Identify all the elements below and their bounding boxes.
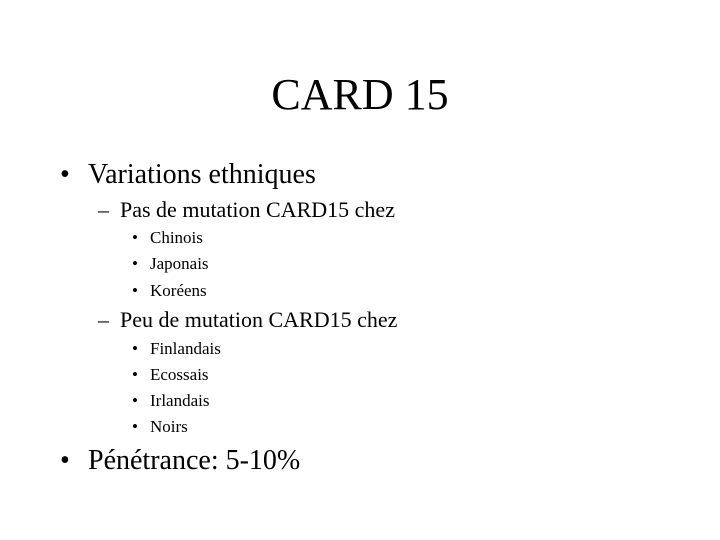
dash-marker: – [98, 197, 109, 222]
bullet-marker: • [132, 365, 138, 384]
list-item-text: Japonais [150, 254, 209, 273]
list-item-text: Noirs [150, 417, 188, 436]
list-item-text: Koréens [150, 281, 207, 300]
list-item-text: Ecossais [150, 365, 209, 384]
slide-title: CARD 15 [271, 70, 449, 119]
bullet-marker: • [60, 445, 70, 476]
bullet-marker: • [132, 391, 138, 410]
subbullet-text: Peu de mutation CARD15 chez [120, 307, 398, 332]
bullet-text: Variations ethniques [88, 159, 316, 190]
list-item-text: Irlandais [150, 391, 210, 410]
subbullet-text: Pas de mutation CARD15 chez [120, 197, 395, 222]
bullet-marker: • [132, 339, 138, 358]
dash-marker: – [98, 307, 109, 332]
bullet-marker: • [132, 417, 138, 436]
bullet-marker: • [132, 228, 138, 247]
list-item-text: Chinois [150, 228, 203, 247]
list-item-text: Finlandais [150, 339, 221, 358]
bullet-marker: • [132, 254, 138, 273]
bullet-text: Pénétrance: 5-10% [88, 445, 301, 476]
bullet-marker: • [60, 159, 70, 190]
bullet-marker: • [132, 281, 138, 300]
